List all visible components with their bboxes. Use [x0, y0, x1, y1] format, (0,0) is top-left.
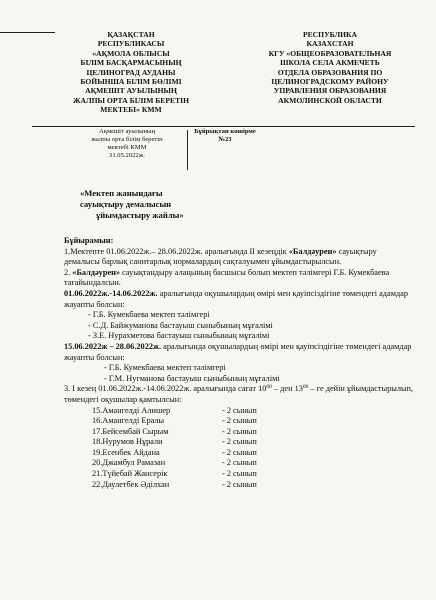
header-left-line: РЕСПУБЛИКАСЫ [97, 39, 165, 49]
student-name: 22.Даулетбек Әділхан [92, 479, 170, 489]
student-row [92, 416, 257, 427]
header-left-line: ЦЕЛИНОГРАД АУДАНЫ [86, 67, 176, 77]
text-run: сауықтыру демалысы барлық санитарлық нормалардың сақталуымен ұйымдастырылсын. [64, 246, 377, 267]
text-run: 3. І кезең 01.06.2022ж.-14.06.2022ж. аралығында сағат 10 [64, 384, 267, 394]
responsible-item: - Г.Б. Кумекбаева мектеп тәлімгері [104, 363, 226, 373]
student-row [92, 448, 257, 459]
student-row [92, 427, 257, 438]
title-line: ұйымдастыру жайлы» [96, 210, 184, 220]
camp-name: «Балдәурен» [72, 267, 121, 277]
top-rule [0, 32, 55, 33]
order-heading: Бұйырамын: [64, 236, 114, 245]
period-2-dates: 15.06.2022ж – 28.06.2022ж. [64, 341, 162, 351]
student-row [92, 406, 257, 417]
title-line: «Мектеп жанындағы [80, 188, 163, 198]
text-run: аралығында оқушылардың өмірі мен қауіпсіздігіне төмендегі адамдар жауапты болсын: [64, 288, 408, 309]
student-name: 20.Джамбул Рамазан [92, 458, 166, 468]
stamp-school [68, 128, 186, 160]
student-list [92, 406, 257, 491]
text-run: сауықтандыру алаңының басшысы болып мектеп тәлімгері Г.Б. Кумекбаева тағайындалсын. [64, 267, 390, 288]
responsible-item: - Г.М. Нугманова бастауыш сыныбының мұғалімі [104, 373, 280, 383]
header-right-line: ШКОЛА СЕЛА АКМЕЧЕТЬ [280, 58, 380, 68]
student-class: - 2 сынып [222, 437, 257, 447]
stamp-line: жалпы орта білім беретін [91, 136, 163, 143]
student-class: - 2 сынып [222, 416, 257, 426]
header-right-line: КАЗАХСТАН [306, 39, 354, 49]
text-run: 2. [64, 267, 73, 277]
text-run: аралығында оқушылардың өмірі мен қауіпсіздігіне төмендегі адамдар жауапты болсын: [64, 341, 412, 362]
stamp-line: мектебі КММ [107, 144, 147, 151]
header-right-line: КГУ «ОБЩЕОБРАЗОВАТЕЛЬНАЯ [268, 48, 392, 58]
text-run: – ден 13 [271, 384, 303, 394]
order-copy-label [190, 128, 260, 144]
stamp-date: 31.05.2022ж. [109, 152, 145, 159]
header-left-line: АҚМЕШІТ АУЫЛЫНЫҢ [85, 86, 177, 96]
paragraph-1 [64, 247, 414, 268]
paragraph-3 [64, 289, 414, 310]
header-left-line: ЖАЛПЫ ОРТА БІЛІМ БЕРЕТІН [73, 95, 189, 105]
student-name: 16.Амангелді Ералы [92, 416, 165, 426]
order-number: №23 [218, 136, 232, 143]
title-line: сауықтыру демалысын [80, 199, 172, 209]
responsible-item: - З.Е. Нурахметова бастауыш сыныбының мұғалімі [88, 331, 270, 341]
header-right-line: УПРАВЛЕНИЯ ОБРАЗОВАНИЯ [273, 86, 387, 96]
paragraph-2 [64, 268, 414, 289]
paragraph-4 [64, 342, 414, 363]
header-right-line: АКМОЛИНСКОЙ ОБЛАСТИ [278, 95, 382, 105]
header-left-kazakh [56, 30, 206, 115]
student-row [92, 437, 257, 448]
student-class: - 2 сынып [222, 426, 257, 436]
stamp-line: Ақмешіт ауылының [98, 128, 156, 135]
header-left-line: БОЙЫНША БІЛІМ БӨЛІМІ [80, 77, 182, 87]
student-row [92, 469, 257, 480]
header-left-line: БІЛІМ БАСҚАРМАСЫНЫҢ [80, 58, 182, 68]
student-class: - 2 сынып [222, 447, 257, 457]
student-name: 15.Амангелді Алишер [92, 405, 171, 415]
text-run: – ге дейін ұйымдастырылып, төмендегі оқушылар қамтылсын: [64, 384, 414, 404]
student-class: - 2 сынып [222, 469, 257, 479]
student-row [92, 458, 257, 469]
student-name: 17.Бейсембай Сырым [92, 426, 169, 436]
student-class: - 2 сынып [222, 405, 257, 415]
header-left-line: МЕКТЕБІ» КММ [100, 105, 162, 115]
time-superscript: 00 [266, 384, 272, 391]
camp-name: «Балдәурен» [288, 246, 337, 256]
header-left-line: ҚАЗАҚСТАН [107, 30, 155, 39]
student-class: - 2 сынып [222, 458, 257, 468]
text-run: 1.Мектепте 01.06.2022ж.– 28.06.2022ж. аралығында ІІ кезеңдік [64, 246, 289, 256]
header-right-line: ЦЕЛИНОГРАДСКОМУ РАЙОНУ [271, 77, 389, 87]
student-name: 19.Есенбек Айдана [92, 447, 160, 457]
period-1-dates: 01.06.2022ж.-14.06.2022ж. [64, 288, 158, 298]
document-title [80, 188, 280, 221]
document-body [64, 236, 414, 490]
header-right-line: ОТДЕЛА ОБРАЗОВАНИЯ ПО [277, 67, 383, 77]
stamp-divider [187, 130, 188, 170]
header-left-line: «АҚМОЛА ОБЛЫСЫ [92, 48, 170, 58]
student-class: - 2 сынып [222, 479, 257, 489]
header-right-russian [240, 30, 420, 105]
time-superscript: 00 [302, 384, 309, 391]
header-right-line: РЕСПУБЛИКА [302, 30, 358, 39]
responsible-item: - С.Д. Байжуманова бастауыш сыныбының мұғалімі [88, 320, 273, 330]
student-row [92, 480, 257, 491]
student-name: 18.Нурумов Нұрали [92, 437, 163, 447]
header-divider [32, 126, 415, 127]
responsible-item: - Г.Б. Кумекбаева мектеп тәлімгері [88, 310, 210, 320]
student-name: 21.Түйебай Жансерік [92, 469, 168, 479]
order-copy-title: Бұйрықтан көшірме [194, 128, 256, 135]
paragraph-5 [64, 384, 414, 405]
